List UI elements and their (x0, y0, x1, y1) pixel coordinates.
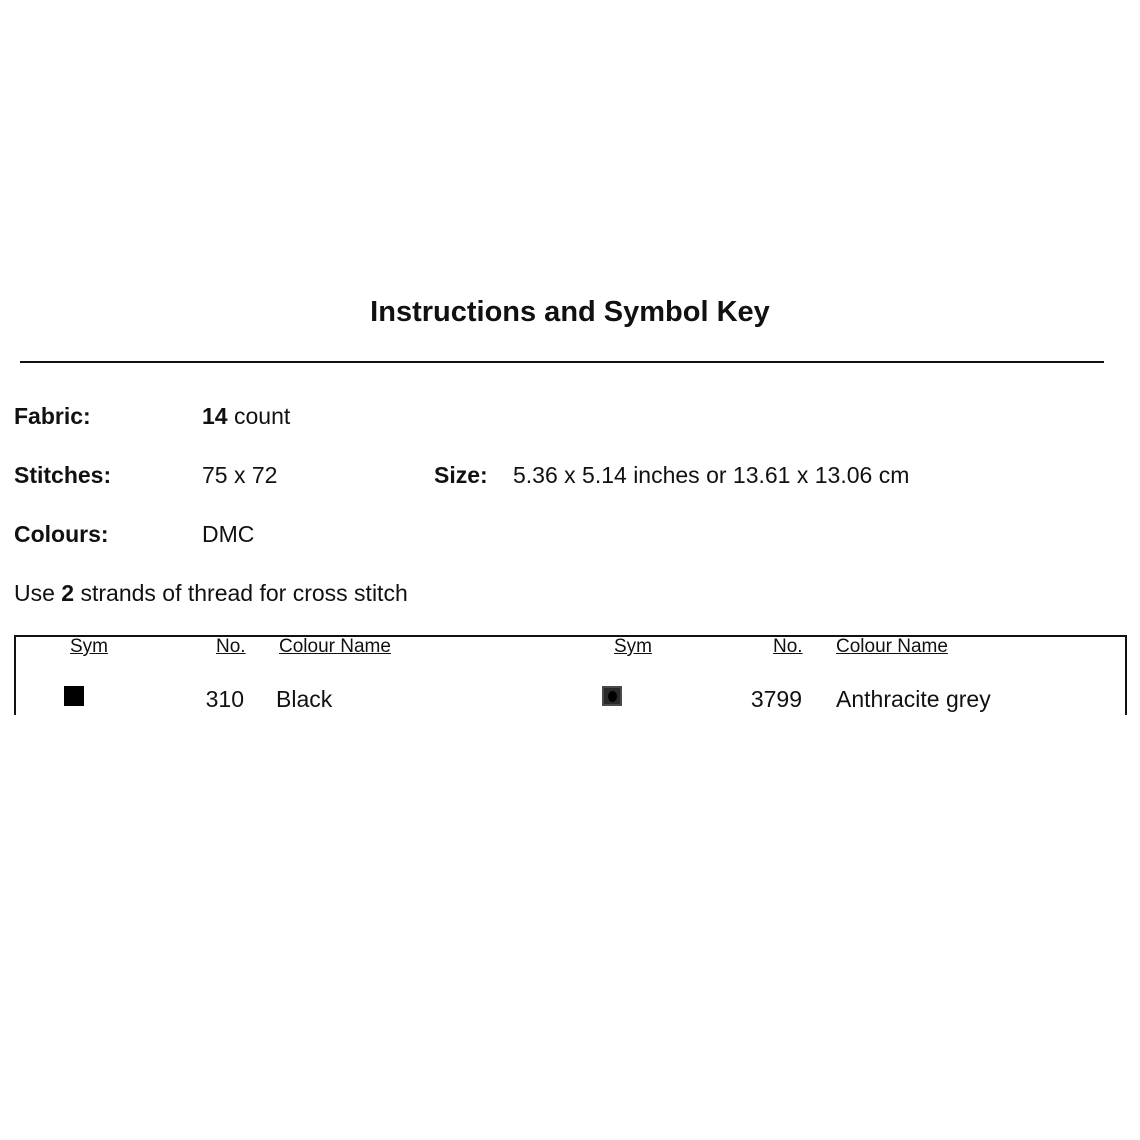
key-header-no-left: No. (216, 636, 246, 657)
colours-value: DMC (202, 521, 255, 547)
page-title: Instructions and Symbol Key (370, 296, 770, 328)
key-row-no: 3799 (750, 686, 802, 712)
key-row-name: Black (276, 686, 333, 712)
key-row-name: Anthracite grey (836, 686, 991, 712)
fabric-value (202, 403, 290, 430)
half-circle-square-icon (602, 686, 622, 706)
key-header-name-right: Colour Name (836, 636, 948, 657)
stitches-label: Stitches: (14, 462, 112, 488)
colours-label: Colours: (14, 521, 109, 547)
size-value: 5.36 x 5.14 inches or 13.61 x 13.06 cm (513, 462, 910, 488)
strands-instruction (14, 580, 408, 607)
stitches-value: 75 x 72 (202, 462, 278, 488)
fabric-label: Fabric: (14, 403, 91, 429)
key-header-sym-left: Sym (70, 636, 108, 657)
strands-suffix: strands of thread for cross stitch (80, 580, 408, 606)
key-row-no: 310 (205, 686, 244, 712)
key-header-name-left: Colour Name (279, 636, 391, 657)
filled-square-icon (64, 686, 84, 706)
strands-count: 2 (61, 580, 75, 606)
key-header-sym-right: Sym (614, 636, 652, 657)
fabric-count: 14 (202, 403, 228, 429)
title-rule (20, 361, 1104, 363)
size-label: Size: (434, 462, 488, 488)
fabric-unit: count (233, 403, 291, 429)
strands-prefix: Use (14, 580, 55, 606)
key-header-no-right: No. (773, 636, 803, 657)
